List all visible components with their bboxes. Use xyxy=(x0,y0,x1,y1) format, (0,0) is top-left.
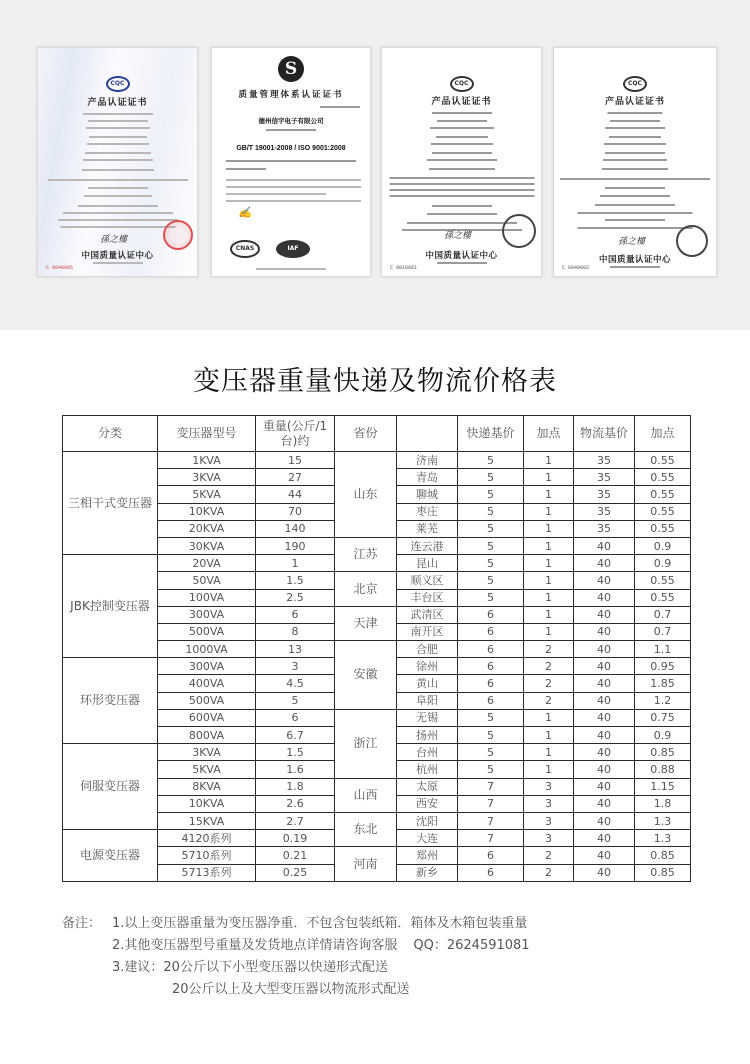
weight-cell: 0.25 xyxy=(256,864,335,881)
city-cell: 丰台区 xyxy=(397,589,458,606)
express-add-cell: 3 xyxy=(524,830,574,847)
city-cell: 西安 xyxy=(397,795,458,812)
model-cell: 300VA xyxy=(158,658,256,675)
logistics-base-cell: 40 xyxy=(574,572,635,589)
cqc-logo-icon: CQC xyxy=(106,76,130,92)
express-base-cell: 5 xyxy=(458,503,524,520)
logistics-base-cell: 40 xyxy=(574,864,635,881)
table-row xyxy=(63,572,691,589)
city-cell: 连云港 xyxy=(397,537,458,554)
express-base-cell: 5 xyxy=(458,589,524,606)
province-cell: 安徽 xyxy=(335,641,397,710)
express-add-cell: 1 xyxy=(524,503,574,520)
signature: 孫之樓 xyxy=(618,237,646,247)
city-cell: 沈阳 xyxy=(397,812,458,829)
weight-cell: 6.7 xyxy=(256,727,335,744)
table-row xyxy=(63,452,691,469)
express-add-cell: 2 xyxy=(524,641,574,658)
category-cell: 三相干式变压器 xyxy=(63,452,158,555)
model-cell: 4120系列 xyxy=(158,830,256,847)
certificate-issuer: 中国质量认证中心 xyxy=(81,251,154,261)
table-row xyxy=(63,709,691,726)
weight-cell: 5 xyxy=(256,692,335,709)
logistics-base-cell: 40 xyxy=(574,555,635,572)
certificate-title: 产品认证证书 xyxy=(87,98,148,108)
table-row xyxy=(63,641,691,658)
city-cell: 武清区 xyxy=(397,606,458,623)
city-cell: 济南 xyxy=(397,452,458,469)
city-cell: 青岛 xyxy=(397,469,458,486)
seal-icon xyxy=(502,214,536,248)
header-category: 分类 xyxy=(63,416,158,452)
weight-cell: 13 xyxy=(256,641,335,658)
city-cell: 大连 xyxy=(397,830,458,847)
weight-cell: 6 xyxy=(256,709,335,726)
table-row xyxy=(63,812,691,829)
province-cell: 山东 xyxy=(335,452,397,538)
weight-cell: 8 xyxy=(256,623,335,640)
express-add-cell: 2 xyxy=(524,864,574,881)
table-row xyxy=(63,606,691,623)
logistics-base-cell: 35 xyxy=(574,520,635,537)
logistics-base-cell: 35 xyxy=(574,469,635,486)
logistics-add-cell: 0.85 xyxy=(635,847,691,864)
category-cell: 电源变压器 xyxy=(63,830,158,882)
certificate-title: 产品认证证书 xyxy=(604,97,665,107)
logistics-add-cell: 0.55 xyxy=(635,469,691,486)
express-base-cell: 5 xyxy=(458,537,524,554)
express-base-cell: 5 xyxy=(458,555,524,572)
logistics-add-cell: 0.9 xyxy=(635,537,691,554)
model-cell: 400VA xyxy=(158,675,256,692)
logistics-add-cell: 1.3 xyxy=(635,830,691,847)
weight-cell: 1.5 xyxy=(256,744,335,761)
express-base-cell: 5 xyxy=(458,727,524,744)
notes-label: 备注： xyxy=(62,916,102,931)
express-add-cell: 1 xyxy=(524,452,574,469)
table-header-row xyxy=(63,416,691,452)
express-add-cell: 2 xyxy=(524,847,574,864)
logistics-add-cell: 0.55 xyxy=(635,503,691,520)
province-cell: 浙江 xyxy=(335,709,397,778)
logistics-base-cell: 40 xyxy=(574,830,635,847)
note-1: 1.以上变压器重量为变压器净重．不包含包装纸箱．箱体及木箱包装重量 xyxy=(112,916,528,931)
weight-cell: 1.8 xyxy=(256,778,335,795)
signature: ✍ xyxy=(238,206,252,219)
logistics-add-cell: 1.85 xyxy=(635,675,691,692)
logistics-add-cell: 0.88 xyxy=(635,761,691,778)
iaf-badge-icon: IAF xyxy=(276,240,310,258)
signature: 孫之樓 xyxy=(444,231,472,241)
iso-standard: GB/T 19001-2008 / ISO 9001:2008 xyxy=(236,145,346,152)
express-add-cell: 1 xyxy=(524,555,574,572)
express-base-cell: 5 xyxy=(458,744,524,761)
express-add-cell: 1 xyxy=(524,520,574,537)
express-base-cell: 5 xyxy=(458,469,524,486)
logistics-base-cell: 40 xyxy=(574,537,635,554)
express-add-cell: 3 xyxy=(524,795,574,812)
express-add-cell: 2 xyxy=(524,658,574,675)
city-cell: 合肥 xyxy=(397,641,458,658)
city-cell: 新乡 xyxy=(397,864,458,881)
category-cell: 伺服变压器 xyxy=(63,744,158,830)
table-row xyxy=(63,847,691,864)
logistics-add-cell: 0.55 xyxy=(635,486,691,503)
notes xyxy=(62,913,530,1001)
cnas-badge-icon: CNAS xyxy=(230,240,260,258)
express-base-cell: 6 xyxy=(458,692,524,709)
city-cell: 聊城 xyxy=(397,486,458,503)
logistics-add-cell: 0.55 xyxy=(635,589,691,606)
express-add-cell: 1 xyxy=(524,572,574,589)
model-cell: 500VA xyxy=(158,692,256,709)
model-cell: 100VA xyxy=(158,589,256,606)
express-base-cell: 6 xyxy=(458,675,524,692)
model-cell: 1KVA xyxy=(158,452,256,469)
city-cell: 扬州 xyxy=(397,727,458,744)
note-2: 2.其他变压器型号重量及发货地点详情请咨询客服 xyxy=(112,938,398,953)
city-cell: 郑州 xyxy=(397,847,458,864)
certificate-serial: C 0048002 xyxy=(562,265,590,271)
express-base-cell: 6 xyxy=(458,847,524,864)
header-province: 省份 xyxy=(335,416,397,452)
express-add-cell: 1 xyxy=(524,761,574,778)
express-add-cell: 1 xyxy=(524,623,574,640)
express-base-cell: 6 xyxy=(458,623,524,640)
header-logistics-base: 物流基价 xyxy=(574,416,635,452)
table-row xyxy=(63,778,691,795)
weight-cell: 3 xyxy=(256,658,335,675)
certificate-issuer: 中国质量认证中心 xyxy=(425,251,498,261)
customer-service-qq: QQ：2624591081 xyxy=(413,938,530,953)
city-cell: 徐州 xyxy=(397,658,458,675)
city-cell: 台州 xyxy=(397,744,458,761)
certificate-cqc-1 xyxy=(37,47,198,277)
province-cell: 江苏 xyxy=(335,537,397,571)
city-cell: 枣庄 xyxy=(397,503,458,520)
express-add-cell: 1 xyxy=(524,727,574,744)
logistics-add-cell: 0.85 xyxy=(635,864,691,881)
certificate-title: 质量管理体系认证证书 xyxy=(238,90,344,100)
logistics-base-cell: 40 xyxy=(574,744,635,761)
logistics-add-cell: 0.7 xyxy=(635,606,691,623)
model-cell: 5713系列 xyxy=(158,864,256,881)
weight-cell: 1 xyxy=(256,555,335,572)
weight-cell: 190 xyxy=(256,537,335,554)
express-base-cell: 6 xyxy=(458,606,524,623)
header-weight: 重量(公斤/1台)约 xyxy=(256,416,335,452)
logistics-add-cell: 1.15 xyxy=(635,778,691,795)
logistics-base-cell: 35 xyxy=(574,503,635,520)
express-add-cell: 2 xyxy=(524,692,574,709)
model-cell: 15KVA xyxy=(158,812,256,829)
model-cell: 3KVA xyxy=(158,469,256,486)
express-base-cell: 6 xyxy=(458,658,524,675)
logistics-base-cell: 35 xyxy=(574,452,635,469)
logistics-add-cell: 0.9 xyxy=(635,727,691,744)
weight-cell: 1.6 xyxy=(256,761,335,778)
express-base-cell: 5 xyxy=(458,520,524,537)
model-cell: 8KVA xyxy=(158,778,256,795)
logistics-base-cell: 40 xyxy=(574,606,635,623)
city-cell: 阜阳 xyxy=(397,692,458,709)
certificate-serial: C 0046995 xyxy=(46,265,74,271)
express-add-cell: 1 xyxy=(524,486,574,503)
weight-cell: 2.7 xyxy=(256,812,335,829)
logistics-add-cell: 0.9 xyxy=(635,555,691,572)
note-3: 3.建议：20公斤以下小型变压器以快递形式配送 xyxy=(112,960,388,975)
logistics-base-cell: 40 xyxy=(574,623,635,640)
note-3-continued: 20公斤以上及大型变压器以物流形式配送 xyxy=(172,982,410,997)
logistics-base-cell: 40 xyxy=(574,658,635,675)
city-cell: 杭州 xyxy=(397,761,458,778)
province-cell: 山西 xyxy=(335,778,397,812)
weight-cell: 0.19 xyxy=(256,830,335,847)
model-cell: 10KVA xyxy=(158,503,256,520)
logistics-base-cell: 40 xyxy=(574,641,635,658)
logistics-add-cell: 0.55 xyxy=(635,520,691,537)
logistics-base-cell: 40 xyxy=(574,727,635,744)
logistics-add-cell: 0.95 xyxy=(635,658,691,675)
logistics-add-cell: 0.75 xyxy=(635,709,691,726)
table-row xyxy=(63,537,691,554)
logistics-base-cell: 40 xyxy=(574,692,635,709)
signature: 孫之樓 xyxy=(100,235,128,245)
certificate-serial: C 0018881 xyxy=(390,265,418,271)
certificate-title: 产品认证证书 xyxy=(431,97,492,107)
province-cell: 天津 xyxy=(335,606,397,640)
logistics-add-cell: 0.55 xyxy=(635,452,691,469)
logistics-add-cell: 0.55 xyxy=(635,572,691,589)
province-cell: 东北 xyxy=(335,812,397,846)
city-cell: 黄山 xyxy=(397,675,458,692)
model-cell: 50VA xyxy=(158,572,256,589)
weight-cell: 0.21 xyxy=(256,847,335,864)
model-cell: 20KVA xyxy=(158,520,256,537)
city-cell: 昆山 xyxy=(397,555,458,572)
express-base-cell: 6 xyxy=(458,864,524,881)
category-cell: JBK控制变压器 xyxy=(63,555,158,658)
weight-cell: 27 xyxy=(256,469,335,486)
shipping-price-table xyxy=(62,415,691,882)
logistics-base-cell: 40 xyxy=(574,778,635,795)
header-city xyxy=(397,416,458,452)
logistics-base-cell: 40 xyxy=(574,675,635,692)
model-cell: 500VA xyxy=(158,623,256,640)
red-seal-icon xyxy=(163,220,193,250)
logistics-base-cell: 40 xyxy=(574,589,635,606)
express-add-cell: 1 xyxy=(524,589,574,606)
express-add-cell: 1 xyxy=(524,469,574,486)
weight-cell: 70 xyxy=(256,503,335,520)
logistics-base-cell: 40 xyxy=(574,761,635,778)
model-cell: 30KVA xyxy=(158,537,256,554)
category-cell: 环形变压器 xyxy=(63,658,158,744)
express-add-cell: 2 xyxy=(524,675,574,692)
cqc-logo-icon: CQC xyxy=(623,76,647,92)
certificate-cqc-3 xyxy=(553,47,717,277)
express-base-cell: 5 xyxy=(458,761,524,778)
city-cell: 无锡 xyxy=(397,709,458,726)
weight-cell: 4.5 xyxy=(256,675,335,692)
page-title: 变压器重量快递及物流价格表 xyxy=(193,366,557,397)
logistics-base-cell: 40 xyxy=(574,847,635,864)
quality-s-logo-icon: S xyxy=(278,56,304,82)
model-cell: 3KVA xyxy=(158,744,256,761)
logistics-base-cell: 40 xyxy=(574,709,635,726)
express-base-cell: 7 xyxy=(458,778,524,795)
city-cell: 太原 xyxy=(397,778,458,795)
header-express-add: 加点 xyxy=(524,416,574,452)
province-cell: 北京 xyxy=(335,572,397,606)
header-model: 变压器型号 xyxy=(158,416,256,452)
logistics-base-cell: 40 xyxy=(574,795,635,812)
express-add-cell: 3 xyxy=(524,812,574,829)
model-cell: 1000VA xyxy=(158,641,256,658)
model-cell: 600VA xyxy=(158,709,256,726)
express-base-cell: 5 xyxy=(458,709,524,726)
city-cell: 南开区 xyxy=(397,623,458,640)
province-cell: 河南 xyxy=(335,847,397,881)
city-cell: 莱芜 xyxy=(397,520,458,537)
express-base-cell: 6 xyxy=(458,641,524,658)
certificate-issuer: 中国质量认证中心 xyxy=(598,255,671,265)
certificate-cqc-2 xyxy=(381,47,542,277)
express-add-cell: 1 xyxy=(524,606,574,623)
express-base-cell: 7 xyxy=(458,830,524,847)
weight-cell: 2.5 xyxy=(256,589,335,606)
logistics-add-cell: 0.7 xyxy=(635,623,691,640)
weight-cell: 15 xyxy=(256,452,335,469)
model-cell: 5KVA xyxy=(158,761,256,778)
model-cell: 20VA xyxy=(158,555,256,572)
model-cell: 300VA xyxy=(158,606,256,623)
express-base-cell: 5 xyxy=(458,486,524,503)
express-add-cell: 1 xyxy=(524,709,574,726)
logistics-add-cell: 1.1 xyxy=(635,641,691,658)
logistics-base-cell: 40 xyxy=(574,812,635,829)
logistics-add-cell: 1.8 xyxy=(635,795,691,812)
express-add-cell: 1 xyxy=(524,744,574,761)
cqc-logo-icon: CQC xyxy=(450,76,474,92)
logistics-add-cell: 1.3 xyxy=(635,812,691,829)
express-base-cell: 7 xyxy=(458,795,524,812)
express-add-cell: 3 xyxy=(524,778,574,795)
weight-cell: 44 xyxy=(256,486,335,503)
logistics-base-cell: 35 xyxy=(574,486,635,503)
weight-cell: 140 xyxy=(256,520,335,537)
city-cell: 顺义区 xyxy=(397,572,458,589)
express-add-cell: 1 xyxy=(524,537,574,554)
header-express-base: 快递基价 xyxy=(458,416,524,452)
model-cell: 10KVA xyxy=(158,795,256,812)
weight-cell: 6 xyxy=(256,606,335,623)
express-base-cell: 5 xyxy=(458,572,524,589)
certificate-iso9001 xyxy=(211,47,371,277)
model-cell: 5710系列 xyxy=(158,847,256,864)
header-logistics-add: 加点 xyxy=(635,416,691,452)
logistics-add-cell: 1.2 xyxy=(635,692,691,709)
express-base-cell: 7 xyxy=(458,812,524,829)
weight-cell: 2.6 xyxy=(256,795,335,812)
model-cell: 5KVA xyxy=(158,486,256,503)
express-base-cell: 5 xyxy=(458,452,524,469)
company-name: 德州信宇电子有限公司 xyxy=(258,118,324,125)
certificate-banner xyxy=(0,0,750,330)
weight-cell: 1.5 xyxy=(256,572,335,589)
logistics-add-cell: 0.85 xyxy=(635,744,691,761)
model-cell: 800VA xyxy=(158,727,256,744)
